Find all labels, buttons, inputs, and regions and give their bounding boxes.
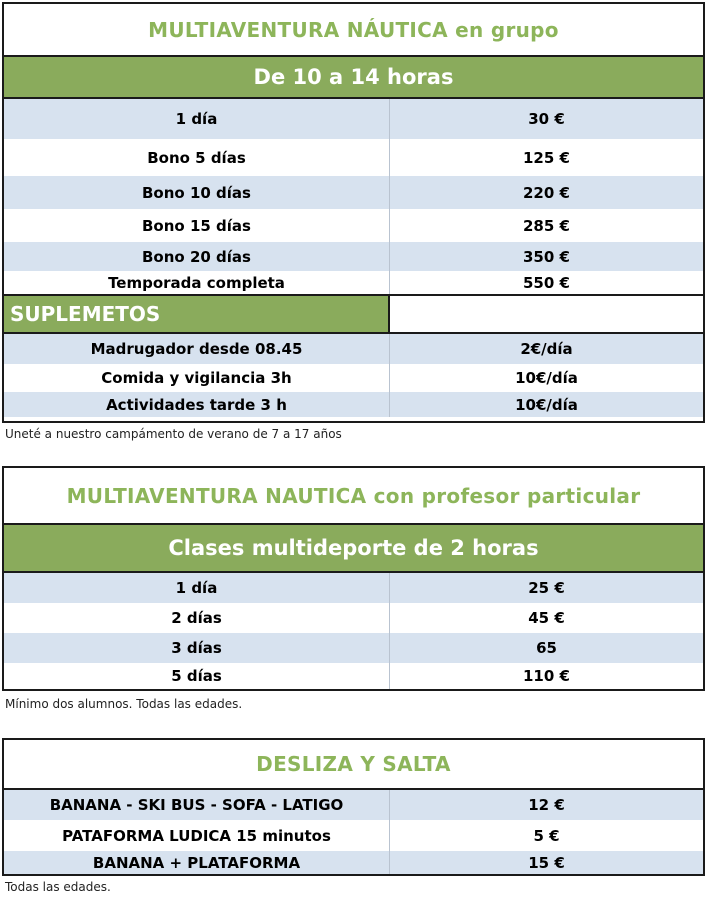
row-price: 110 € — [523, 667, 570, 685]
group-pricing-table — [2, 2, 705, 423]
group-table-title: MULTIAVENTURA NÁUTICA en grupo — [4, 4, 703, 57]
row-label: Bono 15 días — [4, 209, 390, 242]
table-row — [4, 209, 703, 242]
table-row — [4, 790, 703, 820]
slide-note: Todas las edades. — [5, 880, 111, 894]
row-price: 30 € — [528, 110, 565, 128]
table-row — [4, 364, 703, 392]
slide-table-title: DESLIZA Y SALTA — [4, 740, 703, 790]
table-row — [4, 851, 703, 874]
row-label: Bono 10 días — [4, 176, 390, 209]
row-price: 15 € — [528, 853, 565, 872]
row-label: Bono 5 días — [4, 139, 390, 176]
row-price: 285 € — [523, 216, 570, 235]
row-label: Actividades tarde 3 h — [4, 392, 390, 417]
row-price: 5 € — [533, 826, 560, 845]
table-row — [4, 99, 703, 139]
slide-jump-pricing-table — [2, 738, 705, 876]
private-table-subtitle: Clases multideporte de 2 horas — [4, 525, 703, 573]
row-label: BANANA + PLATAFORMA — [4, 851, 390, 874]
row-price: 65 — [536, 639, 557, 657]
group-note: Uneté a nuestro campámento de verano de 7 a 17 años — [5, 427, 342, 441]
table-row — [4, 176, 703, 209]
private-pricing-table — [2, 466, 705, 691]
row-label: Temporada completa — [4, 271, 390, 294]
row-label: Comida y vigilancia 3h — [4, 364, 390, 392]
table-row — [4, 334, 703, 364]
table-row — [4, 663, 703, 689]
table-row — [4, 242, 703, 271]
row-label: Madrugador desde 08.45 — [4, 334, 390, 364]
row-label: 3 días — [4, 633, 390, 663]
row-price: 550 € — [523, 273, 570, 292]
row-label: BANANA - SKI BUS - SOFA - LATIGO — [4, 790, 390, 820]
row-price: 220 € — [523, 183, 570, 202]
row-price: 10€/día — [515, 369, 578, 387]
row-label: 1 día — [4, 573, 390, 603]
private-table-title: MULTIAVENTURA NAUTICA con profesor particular — [4, 468, 703, 525]
table-row — [4, 392, 703, 417]
row-label: 5 días — [4, 663, 390, 689]
row-price: 45 € — [528, 609, 565, 627]
table-row — [4, 139, 703, 176]
group-table-subtitle: De 10 a 14 horas — [4, 57, 703, 99]
supplements-title: SUPLEMETOS — [4, 296, 390, 332]
private-note: Mínimo dos alumnos. Todas las edades. — [5, 697, 243, 711]
table-row — [4, 603, 703, 633]
table-row — [4, 820, 703, 851]
row-label: 2 días — [4, 603, 390, 633]
row-price: 125 € — [523, 148, 570, 167]
row-price: 350 € — [523, 247, 570, 266]
row-price: 2€/día — [520, 340, 573, 358]
table-row — [4, 271, 703, 296]
row-label: Bono 20 días — [4, 242, 390, 271]
row-label: 1 día — [4, 99, 390, 139]
row-price: 10€/día — [515, 395, 578, 414]
row-price: 25 € — [528, 579, 565, 597]
table-row — [4, 573, 703, 603]
row-price: 12 € — [528, 796, 565, 814]
table-row — [4, 633, 703, 663]
supplements-header-blank — [390, 296, 703, 332]
supplements-header — [4, 296, 703, 334]
row-label: PATAFORMA LUDICA 15 minutos — [4, 820, 390, 851]
